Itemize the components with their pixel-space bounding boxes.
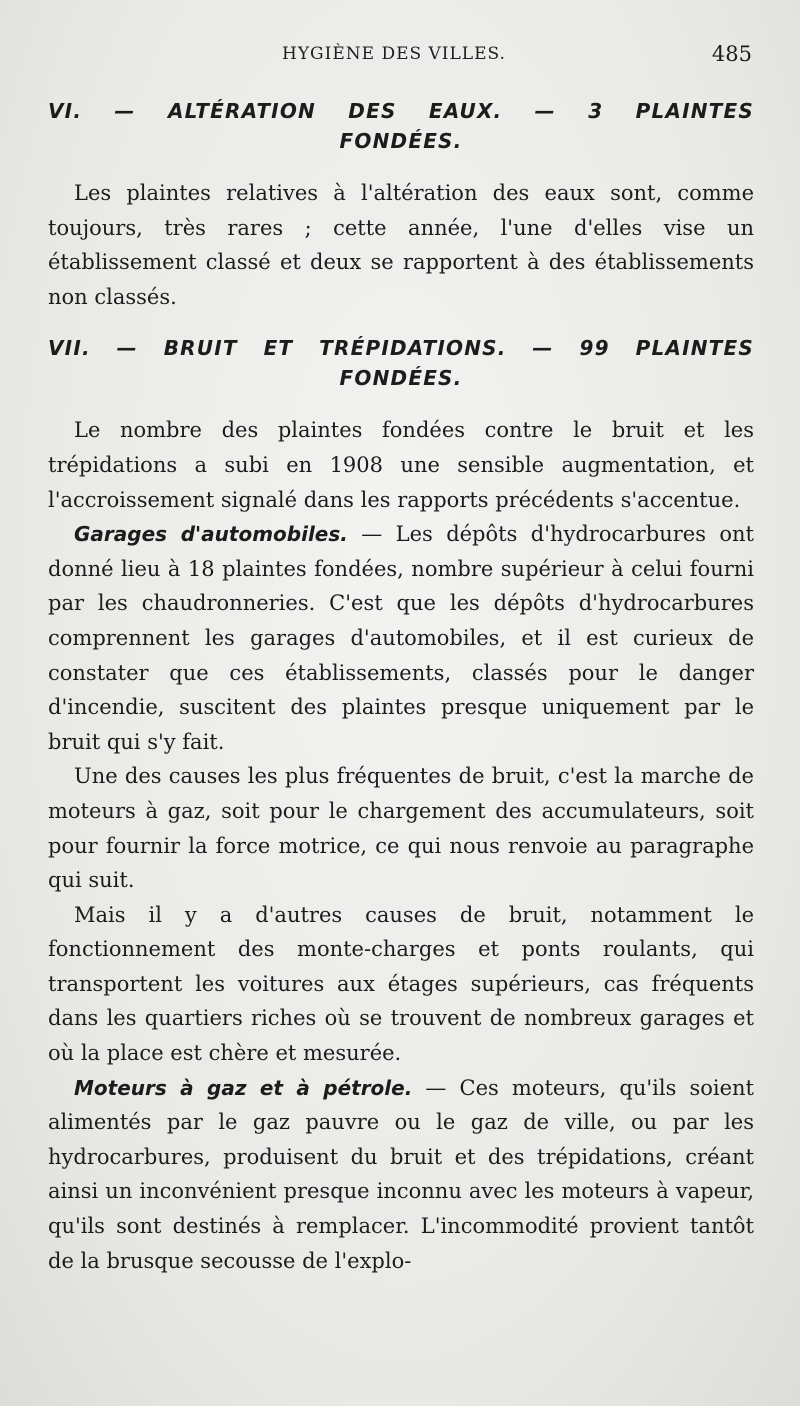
paragraph-moteurs-causes: Une des causes les plus fréquentes de bruit, c'est la marche de moteurs à gaz, soit pour le chargement des accumulateurs, soit pour fournir la force motrice, ce qui nous renvoie au paragraphe qui suit.	[48, 764, 754, 893]
paragraph-moteurs-gaz	[48, 1071, 754, 1279]
paragraph-alteration-eaux: Les plaintes relatives à l'altération des eaux sont, comme toujours, très rares ; cette année, l'une d'elles vise un établissement classé et deux se rapportent à des établissements non classés.	[48, 181, 754, 309]
section-title-vii-line1: VII. — BRUIT ET TRÉPIDATIONS. — 99 PLAINTES	[48, 336, 754, 361]
page-number: 485	[711, 42, 752, 66]
run-in-head-garages: Garages d'automobiles.	[74, 522, 348, 547]
paragraph-bruit-intro: Le nombre des plaintes fondées contre le bruit et les trépidations a subi en 1908 une sensible augmentation, et l'accroissement signalé dans les rapports précédents s'accentue.	[48, 418, 754, 512]
section-title-vii-line2: FONDÉES.	[339, 366, 463, 391]
paragraph-monte-charges: Mais il y a d'autres causes de bruit, notamment le fonctionnement des monte-charges et ponts roulants, qui transportent les voitures aux étages supérieurs, cas fréquents dans les quartiers riches où se trouvent de nombreux garages et où la place est chère et mesurée.	[48, 902, 754, 1066]
page-header	[0, 44, 800, 68]
paragraph-moteurs-gaz-body: — Ces moteurs, qu'ils soient alimentés par le gaz pauvre ou le gaz de ville, ou par les hydrocarbures, produisent du bruit et des trépidations, créant ainsi un inconvénient presque inconnu avec les moteurs à vapeur, qu'ils sont destinés à remplacer. L'incommodité provient tantôt de la brusque secousse de l'explo-	[48, 1075, 754, 1273]
section-title-vi-line1: VI. — ALTÉRATION DES EAUX. — 3 PLAINTES	[48, 99, 754, 123]
paragraph-garages	[48, 517, 754, 759]
page-body	[48, 96, 754, 1278]
section-title-vii	[48, 333, 754, 393]
paragraph-garages-body: — Les dépôts d'hydrocarbures ont donné lieu à 18 plaintes fondées, nombre supérieur à celui fourni par les chaudronneries. C'est que les dépôts d'hydrocarbures comprennent les garages d'automobiles, et il est curieux de constater que ces établissements, classés pour le danger d'incendie, suscitent des plaintes presque uniquement par le bruit qui s'y fait.	[48, 522, 754, 754]
section-title-vi-line2: FONDÉES.	[339, 129, 463, 153]
run-in-head-moteurs: Moteurs à gaz et à pétrole.	[74, 1075, 413, 1100]
section-title-vi	[48, 96, 754, 156]
running-title: HYGIÈNE DES VILLES.	[282, 44, 506, 64]
